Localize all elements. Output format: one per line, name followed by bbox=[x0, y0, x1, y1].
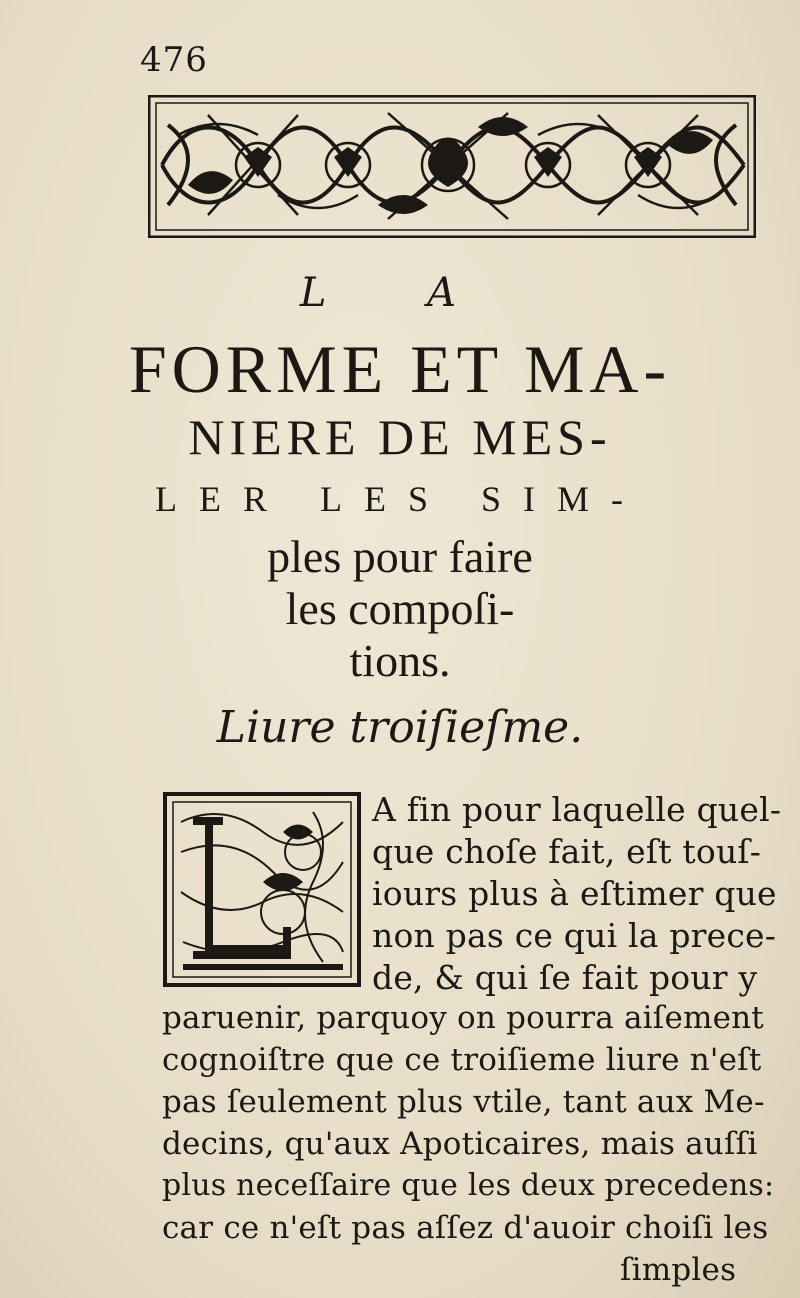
body-line-8: pas ſeulement plus vtile, tant aux Me- bbox=[162, 1084, 765, 1120]
body-line-12: ſimples bbox=[620, 1252, 737, 1288]
body-line-7: cognoiſtre que ce troiſieme liure n'eſt bbox=[162, 1042, 762, 1078]
title-line-5: les compoſi- bbox=[285, 583, 515, 634]
title-line-2: NIERE DE MES- bbox=[188, 409, 612, 465]
body-line-10: plus neceſſaire que les deux precedens: bbox=[162, 1168, 775, 1203]
title-line-6: tions. bbox=[349, 635, 451, 686]
title-line-4: ples pour faire bbox=[267, 531, 533, 582]
body-line-3: iours plus à eſtimer que bbox=[372, 874, 777, 913]
decorated-initial-letter bbox=[163, 792, 361, 987]
book-heading: Liure troiſieſme. bbox=[216, 702, 584, 753]
body-line-4: non pas ce qui la prece- bbox=[372, 916, 777, 955]
body-line-1: A fin pour laquelle quel- bbox=[372, 790, 782, 829]
body-line-5: de, & qui ſe fait pour y bbox=[372, 958, 758, 997]
body-line-6: paruenir, parquoy on pourra aiſement bbox=[162, 1000, 764, 1036]
body-line-2: que choſe fait, eſt touſ- bbox=[372, 832, 762, 871]
title-line-1: FORME ET MA- bbox=[128, 331, 672, 407]
page-number: 476 bbox=[140, 40, 208, 80]
title-article: L A bbox=[299, 270, 501, 316]
body-line-11: car ce n'eſt pas aſſez d'auoir choiſi les bbox=[162, 1210, 769, 1246]
title-line-3: LER LES SIM- bbox=[154, 479, 645, 519]
body-line-9: decins, qu'aux Apoticaires, mais auſſi bbox=[162, 1126, 758, 1162]
ornamental-headpiece bbox=[148, 95, 756, 238]
